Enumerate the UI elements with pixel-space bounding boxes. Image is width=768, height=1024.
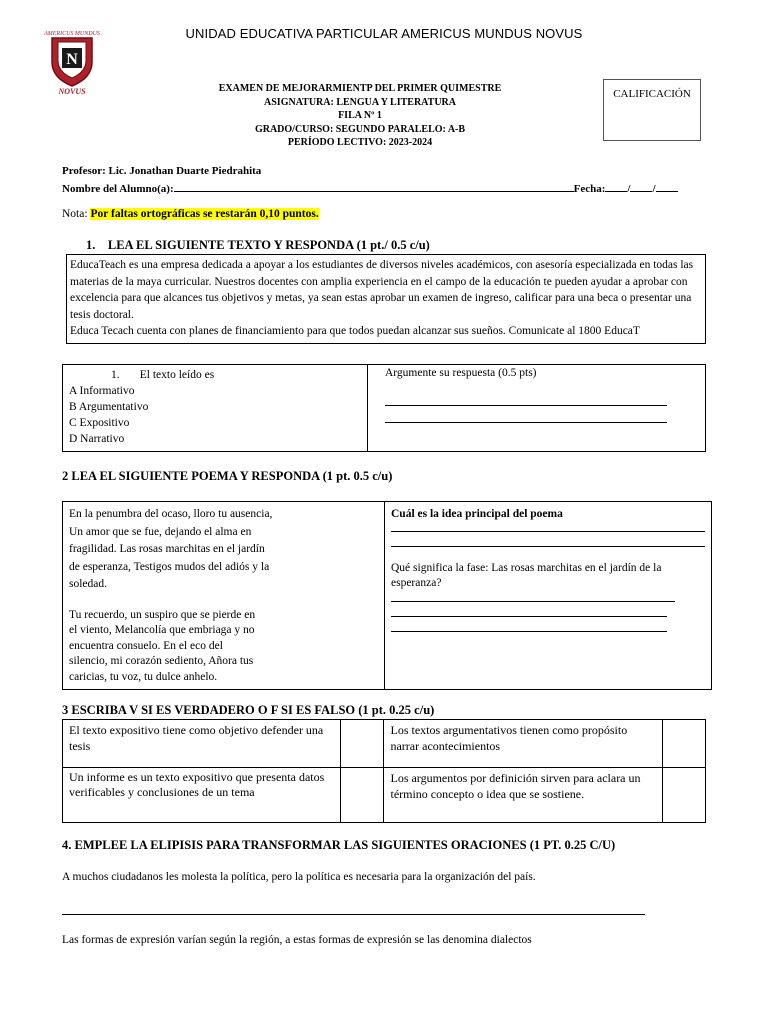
argue-cell [368, 365, 706, 452]
poem-line: Un amor que se fue, dejando el alma en [69, 525, 252, 538]
reading-paragraph: Educa Tecach cuenta con planes de financiamiento para que todos puedan alcanzar sus sueños. Comunicate al 1800 EducaT [70, 325, 640, 337]
exam-subject: ASIGNATURA: LENGUA Y LITERATURA [264, 96, 456, 108]
student-name-field[interactable] [174, 180, 574, 192]
answer-line[interactable] [391, 546, 705, 547]
reading-paragraph: EducaTeach es una empresa dedicada a apoyar a los estudiantes de diversos niveles académicos, con asesoría especializada en todas las materias de la maya curricular. Nuestros docentes con amplia experiencia en el campo de la educación te pueden ayudar a aprobar con excelencia para que alcances tus objetivos y metas, ya sean estas aprobar un examen de ingreso, calificar para una beca o presentar una tesis doctoral. [70, 259, 694, 321]
note [62, 208, 319, 220]
poem-question-1: Cuál es la idea principal del poema [391, 508, 563, 520]
date-separator: / [652, 183, 656, 195]
section1-title [86, 238, 430, 253]
question1-text: 1. El texto leído es [111, 369, 215, 381]
answer-line[interactable] [385, 422, 667, 423]
option-b[interactable]: B Argumentativo [69, 401, 149, 413]
date-label: Fecha: [573, 183, 606, 195]
tf-answer-box[interactable] [341, 720, 384, 768]
true-false-table [62, 719, 706, 823]
answer-line[interactable] [391, 531, 705, 532]
poem-questions-cell [385, 502, 712, 690]
answer-line[interactable] [391, 601, 675, 602]
note-label: Nota: [62, 208, 88, 220]
answer-line[interactable] [391, 631, 667, 632]
question1-table [62, 364, 706, 452]
school-logo [44, 26, 100, 96]
section3-title: 3 ESCRIBA V SI ES VERDADERO O F SI ES FALSO (1 pt. 0.25 c/u) [62, 703, 435, 717]
student-line [62, 180, 712, 195]
poem-line: silencio, mi corazón sediento, Añora tus [69, 655, 254, 667]
teacher-line: Profesor: Lic. Jonathan Duarte Piedrahita [62, 165, 262, 177]
exam-title: EXAMEN DE MEJORARMIENTP DEL PRIMER QUIMESTRE [218, 83, 502, 94]
poem-cell [63, 502, 385, 690]
section2-title: 2 LEA EL SIGUIENTE POEMA Y RESPONDA (1 pt. 0.5 c/u) [62, 469, 393, 483]
svg-text:N: N [66, 51, 78, 68]
answer-line[interactable] [62, 914, 645, 915]
answer-line[interactable] [391, 616, 667, 617]
poem-line: Tu recuerdo, un suspiro que se pierde en [69, 608, 256, 621]
note-text: Por faltas ortográficas se restarán 0,10 puntos. [90, 208, 319, 220]
date-year-field[interactable] [656, 180, 678, 192]
svg-text:NOVUS: NOVUS [58, 87, 86, 96]
tf-statement: Los argumentos por definición sirven para aclara un término concepto o idea que se sostiene. [384, 768, 662, 823]
poem-line: el viento, Melancolía que embriaga y no [69, 624, 255, 636]
question1-cell [63, 365, 368, 452]
grade-box-label: CALIFICACIÓN [613, 88, 691, 100]
answer-line[interactable] [385, 405, 667, 406]
option-d[interactable]: D Narrativo [69, 433, 125, 445]
argue-label: Argumente su respuesta (0.5 pts) [385, 367, 537, 379]
poem-question-2: Qué significa la fase: Las rosas marchitas en el jardín de la esperanza? [391, 562, 662, 589]
exam-header [160, 82, 560, 150]
student-name-label: Nombre del Alumno(a): [62, 183, 174, 195]
grade-box[interactable] [603, 79, 701, 141]
poem-line: soledad. [69, 578, 108, 590]
option-c[interactable]: C Expositivo [69, 417, 130, 429]
poem-line: de esperanza, Testigos mudos del adiós y la [69, 560, 270, 573]
section4-title: 4. EMPLEE LA ELIPISIS PARA TRANSFORMAR LAS SIGUIENTES ORACIONES (1 PT. 0.25 C/U) [62, 838, 616, 852]
school-name: UNIDAD EDUCATIVA PARTICULAR AMERICUS MUNDUS NOVUS [185, 26, 583, 41]
option-a[interactable]: A Informativo [69, 385, 135, 397]
date-day-field[interactable] [605, 180, 627, 192]
tf-answer-box[interactable] [662, 720, 705, 768]
date-month-field[interactable] [630, 180, 652, 192]
ellipsis-sentence: Las formas de expresión varían según la región, a estas formas de expresión se las denomina dialectos [62, 934, 532, 946]
exam-grade: GRADO/CURSO: SEGUNDO PARALELO: A-B [254, 123, 466, 135]
section1-number: 1. [86, 238, 96, 252]
poem-line: En la penumbra del ocaso, lloro tu ausencia, [69, 508, 273, 520]
reading-text-box [66, 254, 706, 344]
tf-statement: Los textos argumentativos tienen como propósito narrar acontecimientos [384, 720, 662, 768]
tf-answer-box[interactable] [662, 768, 705, 823]
tf-answer-box[interactable] [341, 768, 384, 823]
poem-line: caricias, tu voz, tu dulce anhelo. [69, 670, 218, 683]
tf-statement: El texto expositivo tiene como objetivo defender una tesis [63, 720, 341, 768]
poem-line: fragilidad. Las rosas marchitas en el jardín [69, 543, 265, 555]
ellipsis-sentence: A muchos ciudadanos les molesta la política, pero la política es necesaria para la organización del país. [62, 871, 536, 883]
exam-row: FILA Nº 1 [338, 110, 382, 121]
poem-table [62, 501, 712, 690]
svg-text:AMERICUS MUNDUS: AMERICUS MUNDUS [44, 31, 100, 37]
section1-title-text: LEA EL SIGUIENTE TEXTO Y RESPONDA (1 pt./ 0.5 c/u) [107, 238, 430, 252]
tf-statement: Un informe es un texto expositivo que presenta datos verificables y conclusiones de un tema [63, 768, 341, 823]
poem-line: encuentra consuelo. En el eco del [69, 639, 223, 652]
exam-period: PERÍODO LECTIVO: 2023-2024 [287, 137, 433, 148]
date-separator: / [627, 183, 631, 195]
